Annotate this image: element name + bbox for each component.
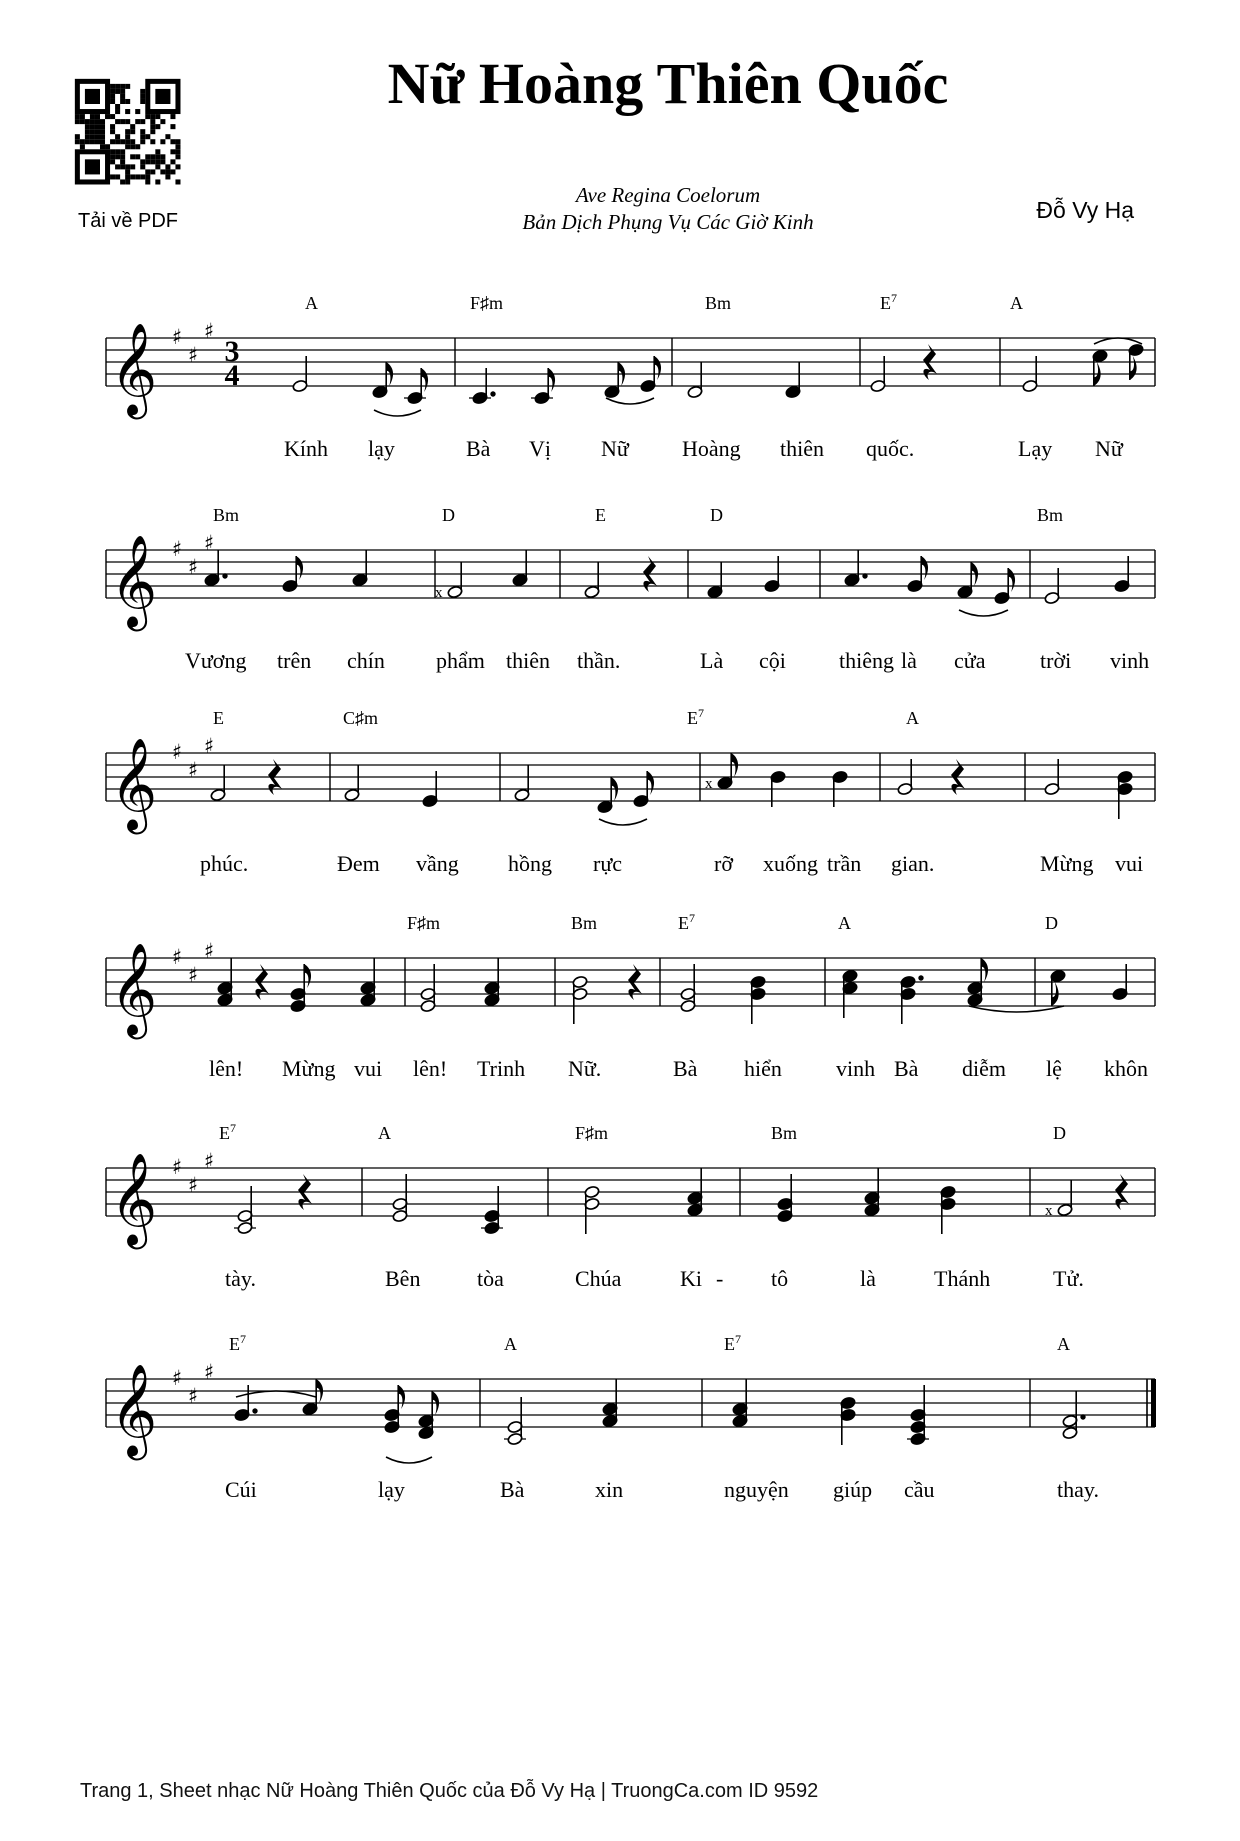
note xyxy=(531,368,555,405)
note xyxy=(360,958,376,1007)
note xyxy=(842,969,858,1018)
note xyxy=(640,356,661,393)
chord-label: E xyxy=(213,708,224,728)
note xyxy=(504,1397,526,1446)
staff-system-4 xyxy=(0,918,1240,1068)
svg-text:♯: ♯ xyxy=(204,734,215,758)
treble-clef-icon: 𝄞 xyxy=(110,942,158,1035)
staff-system-5 xyxy=(0,1128,1240,1278)
svg-text:♯: ♯ xyxy=(172,325,183,349)
lyric-syllable: Kính xyxy=(284,436,328,461)
treble-clef-icon: 𝄞 xyxy=(110,737,158,830)
note xyxy=(897,759,913,796)
svg-text:x: x xyxy=(705,776,713,792)
svg-text:♯: ♯ xyxy=(172,1366,183,1390)
lyric-syllable: thiên xyxy=(780,436,824,461)
chord-label: Bm xyxy=(213,505,240,525)
note xyxy=(870,356,886,393)
note xyxy=(481,1186,503,1235)
note xyxy=(392,1174,408,1223)
lyric-syllable: vui xyxy=(1115,851,1144,876)
chord-label: Bm xyxy=(571,913,598,933)
lyric-syllable: phẩm xyxy=(436,648,485,673)
note xyxy=(282,556,303,593)
chord-label: A xyxy=(504,1334,517,1354)
svg-text:♯: ♯ xyxy=(188,1384,199,1408)
treble-clef-icon: 𝄞 xyxy=(110,1152,158,1245)
chord-label: D xyxy=(1053,1123,1066,1143)
lyric-syllable: Đem xyxy=(337,851,380,876)
note xyxy=(290,964,311,1013)
note xyxy=(234,1186,256,1235)
lyric-syllable: Trinh xyxy=(477,1056,526,1081)
note xyxy=(1022,356,1038,393)
note xyxy=(298,1174,312,1210)
lyric-syllable: chín xyxy=(347,648,385,673)
lyric-syllable: thần. xyxy=(577,648,621,673)
chord-label: $E^7$ xyxy=(724,1332,741,1354)
svg-text:♯: ♯ xyxy=(172,740,183,764)
note xyxy=(844,550,868,587)
note xyxy=(1044,759,1060,796)
note xyxy=(584,1185,600,1234)
note xyxy=(602,1379,618,1428)
song-subtitle-source: Bản Dịch Phụng Vụ Các Giờ Kinh xyxy=(522,210,814,234)
chord-label: F♯m xyxy=(407,913,441,933)
chord-label: D xyxy=(442,505,455,525)
note xyxy=(597,777,618,814)
lyric-syllable: nguyện xyxy=(724,1477,789,1502)
lyric-syllable: rỡ xyxy=(714,851,733,876)
lyric-syllable: thay. xyxy=(1057,1477,1099,1502)
chord-label: $E^7$ xyxy=(687,706,704,728)
note xyxy=(994,568,1015,605)
note xyxy=(1062,1391,1086,1440)
chord-label: $E^7$ xyxy=(678,911,695,933)
lyric-syllable: quốc. xyxy=(866,436,915,461)
note xyxy=(643,556,657,592)
note xyxy=(292,356,308,393)
svg-text:♯: ♯ xyxy=(204,939,215,963)
note xyxy=(864,1168,880,1217)
note xyxy=(764,556,780,593)
note xyxy=(1117,770,1133,819)
note xyxy=(628,964,642,1000)
svg-text:3: 3 xyxy=(224,335,240,368)
song-subtitle-original: Ave Regina Coelorum xyxy=(575,183,761,207)
staff-system-6 xyxy=(0,1339,1240,1489)
svg-text:♯: ♯ xyxy=(188,758,199,782)
note xyxy=(777,1174,793,1223)
note xyxy=(584,562,600,599)
lyric-syllable: Bà xyxy=(466,436,491,461)
lyric-syllable: thiêng xyxy=(839,648,894,673)
lyric-syllable: phúc. xyxy=(200,851,249,876)
note xyxy=(923,344,937,380)
note xyxy=(1114,556,1130,593)
note xyxy=(404,368,428,405)
lyric-syllable: Vị xyxy=(529,436,551,461)
lyric-syllable: cội xyxy=(759,648,786,673)
page-footer: Trang 1, Sheet nhạc Nữ Hoàng Thiên Quốc của Đỗ Vy Hạ | TruongCa.com ID 9592 xyxy=(80,1780,819,1802)
note xyxy=(940,1185,956,1234)
note xyxy=(1115,1174,1129,1210)
chord-label: Bm xyxy=(705,293,732,313)
lyric-syllable: trời xyxy=(1040,648,1072,673)
chord-label: A xyxy=(1057,1334,1070,1354)
note xyxy=(484,958,500,1007)
lyric-syllable: Cúi xyxy=(225,1477,257,1502)
note xyxy=(750,975,766,1024)
chord-label: A xyxy=(1010,293,1023,313)
note xyxy=(384,1385,405,1434)
note xyxy=(907,556,928,593)
note xyxy=(900,975,924,1024)
staff-system-1 xyxy=(0,298,1240,448)
note xyxy=(344,765,360,802)
lyric-syllable: Bà xyxy=(673,1056,698,1081)
lyric-syllable: tày. xyxy=(225,1266,256,1291)
note xyxy=(707,562,723,599)
svg-text:4: 4 xyxy=(224,359,240,392)
chord-label: $E^7$ xyxy=(229,1332,246,1354)
lyric-syllable: gian. xyxy=(891,851,935,876)
note xyxy=(1045,1180,1073,1219)
note xyxy=(352,550,368,587)
note xyxy=(633,771,654,808)
svg-text:♯: ♯ xyxy=(188,343,199,367)
note xyxy=(967,958,988,1007)
note xyxy=(604,362,625,399)
note xyxy=(1128,343,1144,380)
note xyxy=(907,1385,929,1446)
lyric-syllable: Ki xyxy=(680,1266,702,1291)
note xyxy=(512,550,528,587)
lyric-syllable: thiên xyxy=(506,648,550,673)
svg-text:♯: ♯ xyxy=(172,1155,183,1179)
note xyxy=(268,759,282,795)
note xyxy=(217,958,233,1007)
note xyxy=(1092,349,1108,386)
svg-text:♯: ♯ xyxy=(188,555,199,579)
lyric-syllable: Thánh xyxy=(934,1266,991,1291)
note xyxy=(1044,568,1060,605)
lyric-syllable: xuống xyxy=(763,851,818,876)
note xyxy=(255,964,269,1000)
note xyxy=(302,1379,323,1416)
lyric-syllable: tòa xyxy=(477,1266,504,1291)
staff-system-2 xyxy=(0,510,1240,660)
chord-label: $E^7$ xyxy=(219,1121,236,1143)
lyric-syllable: cửa xyxy=(954,648,986,673)
note xyxy=(514,765,530,802)
treble-clef-icon: 𝄞 xyxy=(110,534,158,627)
note xyxy=(687,362,703,399)
svg-text:♯: ♯ xyxy=(188,963,199,987)
lyric-syllable: Hoàng xyxy=(682,436,741,461)
lyric-syllable: diễm xyxy=(962,1056,1006,1081)
lyric-syllable: Chúa xyxy=(575,1266,622,1291)
lyric-syllable: vầng xyxy=(416,851,459,876)
lyric-syllable: hồng xyxy=(508,851,552,876)
lyric-syllable: - xyxy=(716,1266,724,1291)
composer-credit: Đỗ Vy Hạ xyxy=(1036,197,1134,223)
lyric-syllable: lệ xyxy=(1046,1056,1062,1081)
lyric-syllable: Nữ xyxy=(1095,436,1123,461)
chord-label: E xyxy=(595,505,606,525)
note xyxy=(705,753,738,792)
lyric-syllable: giúp xyxy=(833,1477,873,1502)
note xyxy=(1050,969,1066,1006)
svg-text:♯: ♯ xyxy=(204,319,215,343)
lyric-syllable: lên! xyxy=(209,1056,244,1081)
chord-label: F♯m xyxy=(470,293,504,313)
lyric-syllable: Tử. xyxy=(1053,1266,1084,1291)
lyric-syllable: Bên xyxy=(385,1266,421,1291)
qr-download-label[interactable]: Tải về PDF xyxy=(77,210,179,232)
lyric-syllable: lên! xyxy=(413,1056,448,1081)
lyric-syllable: hiển xyxy=(744,1056,782,1081)
note xyxy=(832,770,848,807)
chord-label: D xyxy=(1045,913,1058,933)
svg-text:x: x xyxy=(435,585,443,601)
lyric-syllable: vui xyxy=(354,1056,383,1081)
note xyxy=(957,562,978,599)
lyric-syllable: Là xyxy=(700,648,724,673)
note xyxy=(687,1168,703,1217)
note xyxy=(418,1391,439,1440)
note xyxy=(210,765,226,802)
lyric-syllable: vinh xyxy=(836,1056,876,1081)
treble-clef-icon: 𝄞 xyxy=(110,1363,158,1456)
svg-text:♯: ♯ xyxy=(188,1173,199,1197)
svg-text:♯: ♯ xyxy=(204,531,215,555)
svg-text:♯: ♯ xyxy=(172,537,183,561)
note xyxy=(680,964,696,1013)
note xyxy=(951,759,965,795)
lyric-syllable: vinh xyxy=(1110,648,1150,673)
lyric-syllable: Mừng xyxy=(1040,851,1094,876)
note xyxy=(234,1385,258,1422)
chord-label: Bm xyxy=(1037,505,1064,525)
note xyxy=(435,562,463,601)
svg-text:♯: ♯ xyxy=(204,1149,215,1173)
chord-label: A xyxy=(378,1123,391,1143)
note xyxy=(770,770,786,807)
chord-label: A xyxy=(838,913,851,933)
chord-label: F♯m xyxy=(575,1123,609,1143)
chord-label: Bm xyxy=(771,1123,798,1143)
lyric-syllable: Lạy xyxy=(1018,436,1053,461)
svg-text:x: x xyxy=(1045,1203,1053,1219)
note xyxy=(420,964,436,1013)
staff-system-3 xyxy=(0,713,1240,863)
chord-label: $E^7$ xyxy=(880,291,897,313)
lyric-syllable: Nữ xyxy=(601,436,629,461)
note xyxy=(372,362,393,399)
note xyxy=(422,771,438,808)
note xyxy=(732,1379,748,1428)
note xyxy=(204,550,228,587)
lyric-syllable: trần xyxy=(827,851,862,876)
note xyxy=(1112,964,1128,1001)
lyric-syllable: Bà xyxy=(500,1477,525,1502)
lyric-syllable: khôn xyxy=(1104,1056,1148,1081)
lyric-syllable: Bà xyxy=(894,1056,919,1081)
lyric-syllable: cầu xyxy=(904,1477,935,1502)
lyric-syllable: trên xyxy=(277,648,312,673)
lyric-syllable: Vương xyxy=(185,648,247,673)
chord-label: A xyxy=(906,708,919,728)
svg-text:♯: ♯ xyxy=(172,945,183,969)
svg-text:♯: ♯ xyxy=(204,1360,215,1384)
lyric-syllable: là xyxy=(860,1266,876,1291)
lyric-syllable: lạy xyxy=(378,1477,405,1502)
note xyxy=(840,1396,856,1445)
lyric-syllable: tô xyxy=(771,1266,789,1291)
song-title: Nữ Hoàng Thiên Quốc xyxy=(387,51,949,116)
note xyxy=(469,368,496,405)
note xyxy=(572,975,588,1024)
lyric-syllable: Mừng xyxy=(282,1056,336,1081)
note xyxy=(785,362,801,399)
lyric-syllable: xin xyxy=(595,1477,624,1502)
chord-label: A xyxy=(305,293,318,313)
chord-label: C♯m xyxy=(343,708,379,728)
chord-label: D xyxy=(710,505,723,525)
lyric-syllable: Nữ. xyxy=(568,1056,602,1081)
treble-clef-icon: 𝄞 xyxy=(110,322,158,415)
lyric-syllable: là xyxy=(901,648,917,673)
lyric-syllable: lạy xyxy=(368,436,395,461)
lyric-syllable: rực xyxy=(593,851,623,876)
